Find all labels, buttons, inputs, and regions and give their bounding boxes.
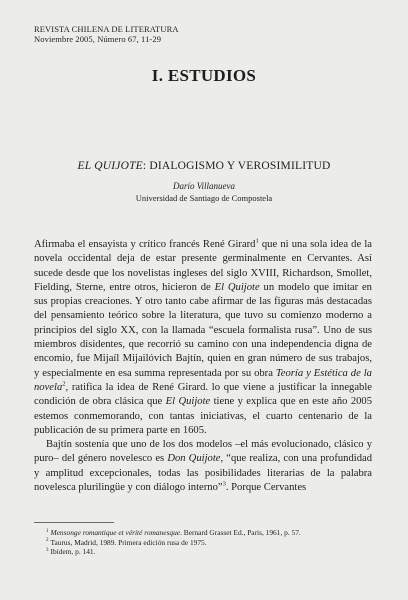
body-text: que ni una sola idea de la novela occidental deja de estar presente germinalmente en Cervantes. Así sucede desde que los novelistas ingleses del siglo XVIII, Richardson, Smollet, Fielding, Sterne, entre otros, hicieron de [34, 239, 372, 293]
body-text: Afirmaba el ensayista y crítico francés René Girard [34, 239, 256, 250]
section-title: I. ESTUDIOS [151, 66, 257, 85]
body-italic: El Quijote [214, 281, 260, 293]
journal-name: REVISTA CHILENA DE LITERATURA [34, 24, 179, 34]
body-italic: Don Quijote [167, 453, 221, 465]
body-text: un modelo que imitar en sus propias creaciones. Y otro tanto cabe afirmar de las figuras más destacadas del pensamiento teórico sobre la literatura, que tuvo su comienzo moderno a principios del siglo XX, con la llamada “escuela formalista rusa”. Uno de sus miembros disidentes, que recorrió su camino con una independencia digna de encomio, fue Mijaíl Mijailóvich Bajtín, quien en gran número de sus trabajos, y especialmente en esa summa representada por su obra [34, 281, 372, 379]
body-italic: El Quijote [165, 396, 211, 408]
footnote-ref: 2 [62, 380, 66, 388]
author-name: Darío Villanueva [172, 181, 236, 191]
footnote-item [34, 547, 372, 557]
body-paragraph-2 [34, 438, 372, 495]
footnote-item [34, 538, 372, 548]
author-affiliation: Universidad de Santiago de Compostela [135, 193, 273, 203]
footnote-number: 3 [46, 547, 49, 553]
footnotes [34, 528, 372, 557]
footnote-ref: 1 [255, 237, 259, 245]
footnote-text: Ibídem, p. 141. [50, 547, 96, 557]
footnote-ref: 3 [222, 480, 226, 488]
footnote-number: 1 [46, 528, 49, 534]
article-title [0, 160, 408, 172]
article-title-italic: EL QUIJOTE [77, 160, 143, 172]
body-text: tiene y explica que en este año 2005 estemos conmemorando, con tantas iniciativas, el cuarto centenario de la publicación de su primera parte en 1605. [34, 396, 373, 436]
body-text: . Porque Cervantes [225, 482, 307, 494]
article-title-rest: : DIALOGISMO Y VEROSIMILITUD [142, 160, 331, 172]
footnote-number: 2 [46, 538, 49, 544]
footnote-item [34, 528, 372, 538]
footnote-divider [34, 522, 114, 523]
body-text: , “que realiza, con una profundidad y amplitud excepcionales, todas las posibilidades literarias de la palabra novelesca plurilingüe y con diálogo interno” [34, 453, 372, 494]
body-paragraph-1 [34, 238, 372, 438]
footnote-italic: Mensonge romantique et vérité romanesque [50, 528, 181, 537]
body-text: Bajtín sostenía que uno de los dos modelos –el más evolucionado, clásico y puro– del género novelesco es [34, 439, 372, 465]
footnote-text: Taurus, Madrid, 1989. Primera edición rusa de 1975. [50, 537, 207, 547]
article-body [34, 238, 372, 495]
footnote-text: . Bernard Grasset Ed., Paris, 1961, p. 57. [180, 528, 301, 537]
journal-issue: Noviembre 2005, Número 67, 11-29 [34, 34, 162, 44]
body-italic: Teoría y Estética de la novela [34, 367, 372, 393]
body-text: , ratifica la idea de René Girard. lo que viene a justificar la innegable condición de obra clásica que [34, 381, 372, 408]
journal-header [34, 24, 179, 44]
